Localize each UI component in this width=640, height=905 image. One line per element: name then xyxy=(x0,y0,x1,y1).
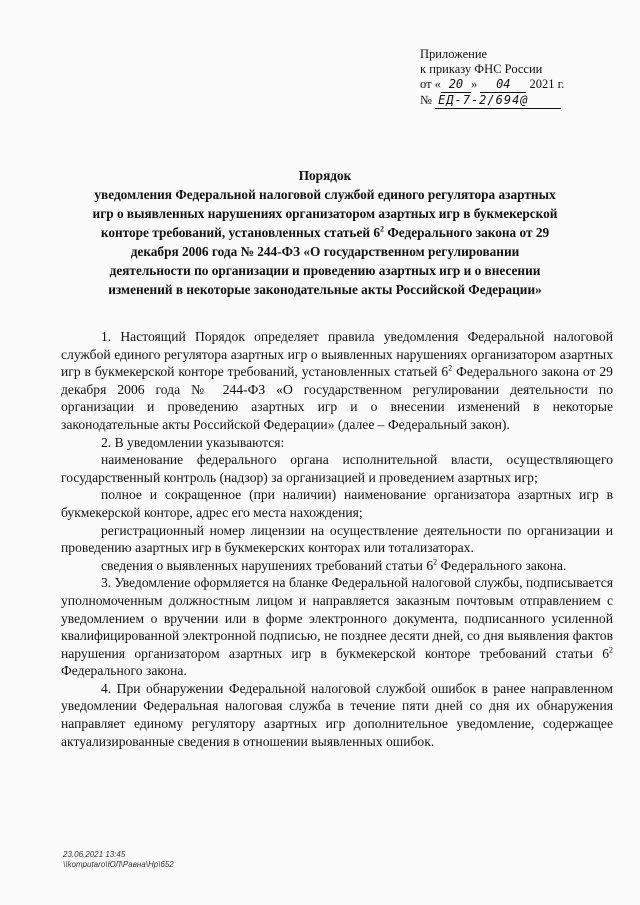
print-stamp xyxy=(63,850,174,870)
date-day-handwritten: 20 xyxy=(441,77,471,93)
print-file-path: \\komputaro\ЮЛ\Равна\Нр\652 xyxy=(63,860,174,869)
paragraph-2: 2. В уведомлении указываются: xyxy=(101,434,285,450)
date-month-handwritten: 04 xyxy=(480,77,526,93)
date-year: 2021 г. xyxy=(529,77,565,91)
date-mid: » xyxy=(470,77,478,91)
date-prefix: от « xyxy=(420,77,441,91)
paragraph-3: 3. Уведомление оформляется на бланке Федеральной налоговой службы, подписывается уполномоченным должностным лицом и направляется заказным почтовым отправлением с уведомлением о вручении или в форме электронного документа, подписанного усиленной квалифицированной электронной подписью, не позднее десяти дней, со дня выявления фактов нарушения организатором азартных игр в букмекерской конторе требований статьи $6^2$ Федерального закона. xyxy=(61,575,613,679)
paragraph-2-item-2: полное и сокращенное (при наличии) наименование организатора азартных игр в букмекерской конторе, адрес его места нахождения; xyxy=(61,487,613,520)
paragraph-2-item-4: сведения о выявленных нарушениях требований статьи $6^2$ Федерального закона. xyxy=(101,557,567,573)
appendix-header xyxy=(420,47,620,109)
title-heading: Порядок xyxy=(298,168,352,183)
number-handwritten: ЕД-7-2/694@ xyxy=(435,93,561,109)
paragraph-2-item-1: наименование федерального органа исполнительной власти, осуществляющего государственный контроль (надзор) за организацией и проведением азартных игр; xyxy=(61,452,613,485)
print-timestamp: 23.06.2021 13:45 xyxy=(63,850,126,859)
paragraph-2-item-3: регистрационный номер лицензии на осуществление деятельности по организации и проведению азартных игр в букмекерских конторах или тотализаторах. xyxy=(61,522,613,556)
appendix-date xyxy=(420,77,620,93)
paragraph-1: 1. Настоящий Порядок определяет правила уведомления Федеральной налоговой службой единого регулятора азартных игр о выявленных нарушениях организатором азартных игр в букмекерской конторе требований, установленных статьей $6^2$ Федерального закона от 29 декабря 2006 года № 244-ФЗ «О государственном регулировании деятельности по организации и проведению азартных игр и о внесении изменений в некоторые законодательные акты Российской Федерации» (далее – Федеральный закон). xyxy=(61,329,613,432)
document-body xyxy=(61,328,613,750)
appendix-number xyxy=(420,93,620,109)
title-subtitle: уведомления Федеральной налоговой службой единого регулятора азартных игр о выявленных нарушениях организатором азартных игр в букмекерской конторе требований, установленных статьей $6^2$ Федерального закона от 29 декабря 2006 года № 244-ФЗ «О государственном регулировании деятельности по организации и проведению азартных игр и о внесении изменений в некоторые законодательные акты Российской Федерации» xyxy=(92,187,558,297)
document-title xyxy=(90,166,560,299)
number-prefix: № xyxy=(420,93,432,107)
appendix-order-ref: к приказу ФНС России xyxy=(420,62,543,76)
paragraph-4: 4. При обнаружении Федеральной налоговой службой ошибок в ранее направленном уведомлении Федеральная налоговая служба в течение пяти дней со дня их обнаружения направляет единому регулятору азартных игр дополнительное уведомление, содержащее актуализированные сведения в отношении выявленных ошибок. xyxy=(61,680,613,749)
appendix-label: Приложение xyxy=(420,47,488,61)
